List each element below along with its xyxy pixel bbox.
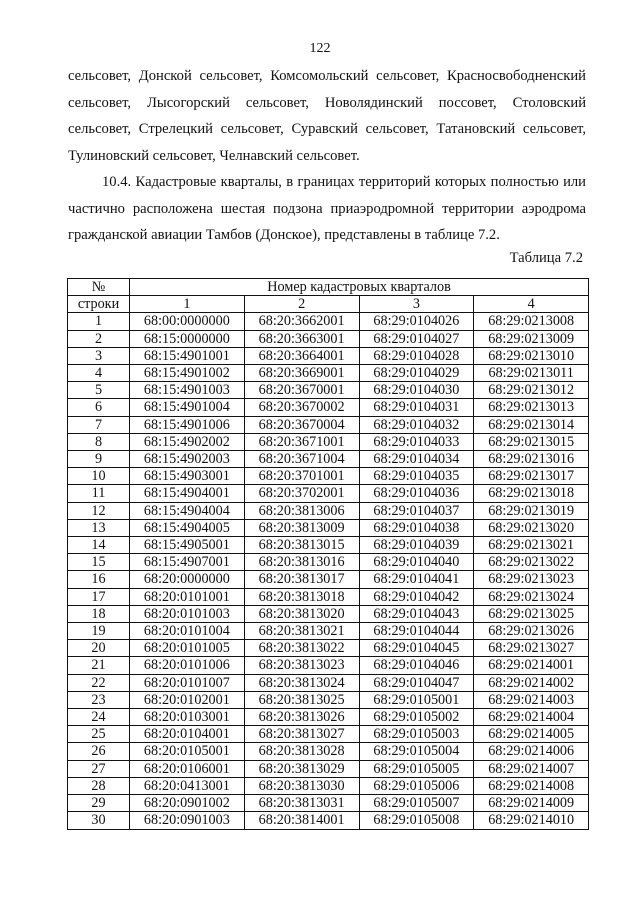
table-row	[68, 330, 589, 347]
paragraph-line: частично расположена шестая подзона приаэродромной территории аэродрома	[68, 200, 586, 217]
row-number: 9	[68, 451, 130, 468]
cadastral-number: 68:20:3813015	[244, 537, 359, 554]
cadastral-number: 68:29:0214003	[474, 691, 589, 708]
cadastral-number: 68:20:3813028	[244, 743, 359, 760]
table-row	[68, 485, 589, 502]
cadastral-number: 68:29:0105001	[359, 691, 474, 708]
table-row	[68, 347, 589, 364]
cadastral-number: 68:20:3813017	[244, 571, 359, 588]
cadastral-number: 68:15:0000000	[130, 330, 245, 347]
cadastral-number: 68:20:3670002	[244, 399, 359, 416]
cadastral-number: 68:20:3663001	[244, 330, 359, 347]
cadastral-number: 68:20:3813025	[244, 691, 359, 708]
cadastral-number: 68:20:3813018	[244, 588, 359, 605]
paragraph-settlements	[68, 63, 586, 170]
cadastral-number: 68:29:0104039	[359, 537, 474, 554]
cadastral-number: 68:20:3670004	[244, 416, 359, 433]
cadastral-number: 68:29:0104033	[359, 433, 474, 450]
row-number: 19	[68, 623, 130, 640]
row-number: 28	[68, 777, 130, 794]
cadastral-number: 68:29:0104045	[359, 640, 474, 657]
cadastral-number: 68:20:3701001	[244, 468, 359, 485]
row-number: 7	[68, 416, 130, 433]
row-number: 21	[68, 657, 130, 674]
cadastral-number: 68:15:4901004	[130, 399, 245, 416]
cadastral-number: 68:15:4904001	[130, 485, 245, 502]
cadastral-number: 68:29:0214004	[474, 709, 589, 726]
table-row	[68, 416, 589, 433]
table-body	[68, 313, 589, 829]
cadastral-number: 68:29:0104028	[359, 347, 474, 364]
cadastral-number: 68:29:0104036	[359, 485, 474, 502]
cadastral-number: 68:20:3813022	[244, 640, 359, 657]
cadastral-number: 68:15:4903001	[130, 468, 245, 485]
table-row	[68, 795, 589, 812]
row-number-header-label: строки	[68, 296, 130, 313]
cadastral-number: 68:20:0101006	[130, 657, 245, 674]
row-number: 2	[68, 330, 130, 347]
cadastral-number: 68:20:0101005	[130, 640, 245, 657]
cadastral-number: 68:20:3702001	[244, 485, 359, 502]
cadastral-number: 68:20:0901002	[130, 795, 245, 812]
table-row	[68, 605, 589, 622]
cadastral-number: 68:15:4905001	[130, 537, 245, 554]
paragraph-line: гражданской авиации Тамбов (Донское), представлены в таблице 7.2.	[68, 227, 500, 244]
cadastral-number: 68:20:3813016	[244, 554, 359, 571]
cadastral-number: 68:20:3813031	[244, 795, 359, 812]
table-row	[68, 537, 589, 554]
cadastral-number: 68:15:4901001	[130, 347, 245, 364]
cadastral-number: 68:29:0213016	[474, 451, 589, 468]
row-number: 10	[68, 468, 130, 485]
cadastral-number: 68:29:0213022	[474, 554, 589, 571]
cadastral-number: 68:15:4901003	[130, 382, 245, 399]
paragraph-line: Тулиновский сельсовет, Челнавский сельсовет.	[68, 148, 360, 165]
cadastral-number: 68:20:0101004	[130, 623, 245, 640]
cadastral-number: 68:29:0214009	[474, 795, 589, 812]
cadastral-number: 68:20:0101007	[130, 674, 245, 691]
row-number: 30	[68, 812, 130, 829]
table-row	[68, 777, 589, 794]
cadastral-number: 68:15:4901002	[130, 365, 245, 382]
table-row	[68, 657, 589, 674]
cadastral-number: 68:20:3669001	[244, 365, 359, 382]
table-row	[68, 588, 589, 605]
row-number: 4	[68, 365, 130, 382]
cadastral-number: 68:29:0213020	[474, 519, 589, 536]
cadastral-number: 68:15:4902002	[130, 433, 245, 450]
row-number: 22	[68, 674, 130, 691]
cadastral-number: 68:29:0213021	[474, 537, 589, 554]
table-row	[68, 623, 589, 640]
cadastral-number: 68:29:0214007	[474, 760, 589, 777]
cadastral-number: 68:20:3813029	[244, 760, 359, 777]
cadastral-number: 68:29:0104032	[359, 416, 474, 433]
table-row	[68, 502, 589, 519]
cadastral-number: 68:29:0104042	[359, 588, 474, 605]
row-number: 6	[68, 399, 130, 416]
cadastral-number: 68:29:0214010	[474, 812, 589, 829]
cadastral-number: 68:20:0105001	[130, 743, 245, 760]
paragraph-line: сельсовет, Стрелецкий сельсовет, Суравский сельсовет, Татановский сельсовет,	[68, 121, 586, 138]
cadastral-number: 68:20:0901003	[130, 812, 245, 829]
table-row	[68, 691, 589, 708]
cadastral-number: 68:20:3813006	[244, 502, 359, 519]
cadastral-number: 68:20:3813027	[244, 726, 359, 743]
cadastral-number: 68:29:0104035	[359, 468, 474, 485]
row-number: 13	[68, 519, 130, 536]
table-row	[68, 554, 589, 571]
cadastral-number: 68:29:0104031	[359, 399, 474, 416]
paragraph-line: сельсовет, Лысогорский сельсовет, Новолядинский поссовет, Столовский	[68, 94, 586, 111]
cadastral-number: 68:29:0104044	[359, 623, 474, 640]
cadastral-number: 68:29:0105005	[359, 760, 474, 777]
cadastral-number: 68:29:0105007	[359, 795, 474, 812]
cadastral-number: 68:29:0105002	[359, 709, 474, 726]
cadastral-number: 68:29:0104030	[359, 382, 474, 399]
row-number: 16	[68, 571, 130, 588]
table-row	[68, 726, 589, 743]
cadastral-number: 68:20:0106001	[130, 760, 245, 777]
group-header: Номер кадастровых кварталов	[130, 279, 589, 296]
cadastral-number: 68:29:0213008	[474, 313, 589, 330]
row-number: 26	[68, 743, 130, 760]
cadastral-number: 68:29:0213026	[474, 623, 589, 640]
row-number: 18	[68, 605, 130, 622]
cadastral-number: 68:29:0213024	[474, 588, 589, 605]
cadastral-number: 68:29:0104041	[359, 571, 474, 588]
cadastral-number: 68:20:0103001	[130, 709, 245, 726]
cadastral-number: 68:29:0104038	[359, 519, 474, 536]
cadastral-number: 68:29:0214005	[474, 726, 589, 743]
cadastral-number: 68:20:0102001	[130, 691, 245, 708]
paragraph-cadastral-intro	[68, 169, 586, 249]
row-number: 24	[68, 709, 130, 726]
cadastral-number: 68:20:0104001	[130, 726, 245, 743]
cadastral-number: 68:29:0105008	[359, 812, 474, 829]
cadastral-number: 68:20:3671001	[244, 433, 359, 450]
page-number: 122	[309, 41, 331, 56]
cadastral-number: 68:29:0104029	[359, 365, 474, 382]
row-number: 11	[68, 485, 130, 502]
row-number: 12	[68, 502, 130, 519]
cadastral-number: 68:20:0000000	[130, 571, 245, 588]
cadastral-number: 68:29:0214002	[474, 674, 589, 691]
cadastral-number: 68:20:3671004	[244, 451, 359, 468]
row-number: 15	[68, 554, 130, 571]
cadastral-number: 68:29:0104040	[359, 554, 474, 571]
column-number: 3	[359, 296, 474, 313]
cadastral-number: 68:20:3813020	[244, 605, 359, 622]
cadastral-number: 68:29:0104027	[359, 330, 474, 347]
cadastral-number: 68:29:0214008	[474, 777, 589, 794]
row-number: 14	[68, 537, 130, 554]
cadastral-number: 68:20:3813021	[244, 623, 359, 640]
table-row	[68, 640, 589, 657]
row-number: 8	[68, 433, 130, 450]
cadastral-number: 68:15:4904005	[130, 519, 245, 536]
cadastral-number: 68:20:3813023	[244, 657, 359, 674]
cadastral-number: 68:20:3664001	[244, 347, 359, 364]
table-row	[68, 709, 589, 726]
table-subheader-row	[68, 296, 589, 313]
row-number: 23	[68, 691, 130, 708]
cadastral-number: 68:29:0104037	[359, 502, 474, 519]
table-row	[68, 365, 589, 382]
cadastral-number: 68:29:0105004	[359, 743, 474, 760]
cadastral-number: 68:20:3662001	[244, 313, 359, 330]
column-number: 4	[474, 296, 589, 313]
cadastral-number: 68:29:0104047	[359, 674, 474, 691]
row-number: 25	[68, 726, 130, 743]
cadastral-number: 68:29:0213023	[474, 571, 589, 588]
cadastral-number: 68:29:0104046	[359, 657, 474, 674]
cadastral-number: 68:15:4907001	[130, 554, 245, 571]
cadastral-number: 68:29:0213013	[474, 399, 589, 416]
cadastral-number: 68:29:0213009	[474, 330, 589, 347]
cadastral-number: 68:20:3813026	[244, 709, 359, 726]
cadastral-number: 68:29:0213012	[474, 382, 589, 399]
table-caption: Таблица 7.2	[509, 250, 583, 266]
table-row	[68, 468, 589, 485]
table-row	[68, 433, 589, 450]
table-row	[68, 760, 589, 777]
cadastral-number: 68:29:0105006	[359, 777, 474, 794]
cadastral-number: 68:20:3813024	[244, 674, 359, 691]
cadastral-number: 68:29:0104034	[359, 451, 474, 468]
cadastral-number: 68:29:0105003	[359, 726, 474, 743]
table-header-row	[68, 279, 589, 296]
cadastral-number: 68:29:0104026	[359, 313, 474, 330]
cadastral-number: 68:29:0213010	[474, 347, 589, 364]
cadastral-quarters-table	[67, 278, 589, 830]
row-number: 20	[68, 640, 130, 657]
table-row	[68, 812, 589, 829]
cadastral-number: 68:29:0104043	[359, 605, 474, 622]
table-row	[68, 571, 589, 588]
cadastral-number: 68:20:3813009	[244, 519, 359, 536]
table-row	[68, 743, 589, 760]
cadastral-number: 68:29:0214001	[474, 657, 589, 674]
paragraph-line: сельсовет, Донской сельсовет, Комсомольский сельсовет, Красносвободненский	[68, 68, 586, 84]
row-number-header: №	[68, 279, 130, 296]
table-row	[68, 519, 589, 536]
table-row	[68, 674, 589, 691]
cadastral-number: 68:29:0213025	[474, 605, 589, 622]
cadastral-number: 68:15:4904004	[130, 502, 245, 519]
row-number: 17	[68, 588, 130, 605]
column-number: 1	[130, 296, 245, 313]
row-number: 3	[68, 347, 130, 364]
row-number: 29	[68, 795, 130, 812]
cadastral-number: 68:29:0213027	[474, 640, 589, 657]
row-number: 1	[68, 313, 130, 330]
table-row	[68, 313, 589, 330]
cadastral-number: 68:20:0101003	[130, 605, 245, 622]
table-row	[68, 382, 589, 399]
cadastral-number: 68:29:0213014	[474, 416, 589, 433]
row-number: 5	[68, 382, 130, 399]
table-row	[68, 451, 589, 468]
cadastral-number: 68:29:0213018	[474, 485, 589, 502]
cadastral-number: 68:20:3813030	[244, 777, 359, 794]
cadastral-number: 68:20:3670001	[244, 382, 359, 399]
cadastral-number: 68:29:0214006	[474, 743, 589, 760]
cadastral-number: 68:15:4902003	[130, 451, 245, 468]
cadastral-number: 68:20:0101001	[130, 588, 245, 605]
cadastral-number: 68:29:0213015	[474, 433, 589, 450]
cadastral-number: 68:29:0213019	[474, 502, 589, 519]
cadastral-number: 68:29:0213011	[474, 365, 589, 382]
cadastral-number: 68:15:4901006	[130, 416, 245, 433]
table-row	[68, 399, 589, 416]
column-number: 2	[244, 296, 359, 313]
cadastral-number: 68:20:3814001	[244, 812, 359, 829]
cadastral-number: 68:29:0213017	[474, 468, 589, 485]
paragraph-line: 10.4. Кадастровые кварталы, в границах территорий которых полностью или	[102, 174, 586, 190]
cadastral-number: 68:00:0000000	[130, 313, 245, 330]
row-number: 27	[68, 760, 130, 777]
cadastral-number: 68:20:0413001	[130, 777, 245, 794]
